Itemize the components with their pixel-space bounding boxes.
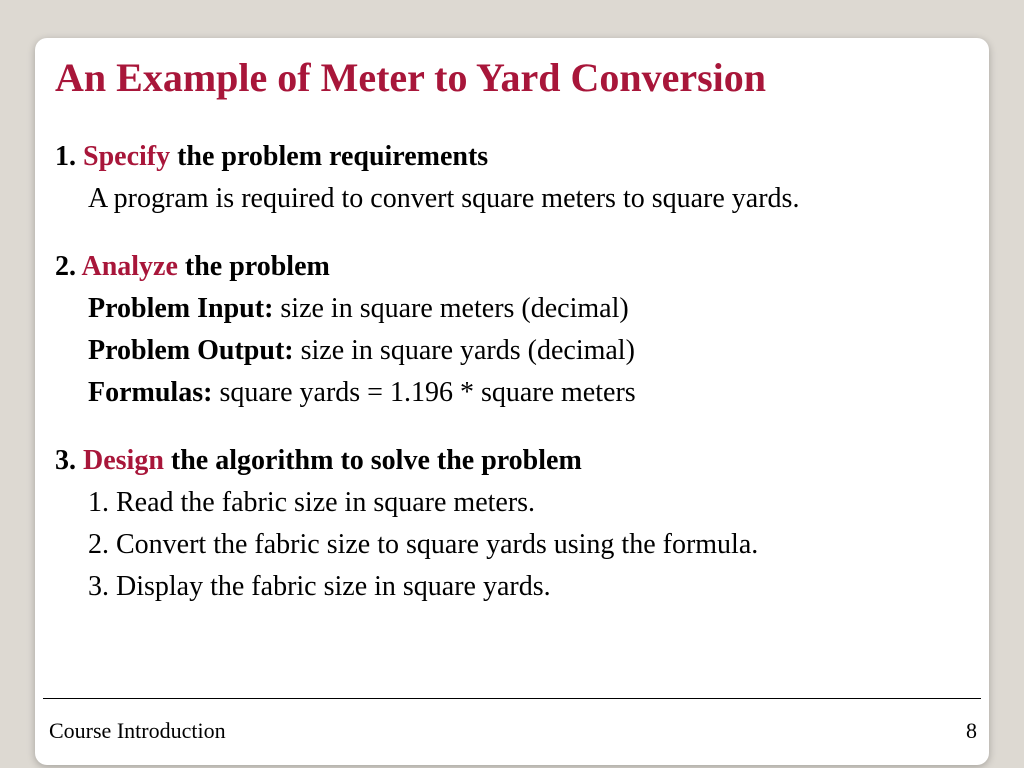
problem-output-line <box>55 330 799 372</box>
formulas-line <box>55 372 799 414</box>
footer-divider <box>43 698 981 699</box>
algorithm-step: 1. Read the fabric size in square meters. <box>88 487 536 518</box>
step1-keyword: Specify <box>83 141 171 172</box>
step2-heading <box>55 246 799 288</box>
slide-title: An Example of Meter to Yard Conversion <box>55 55 767 100</box>
step2-number: 2. <box>55 251 76 282</box>
step1-heading <box>55 136 799 178</box>
step3-number: 3. <box>55 445 76 476</box>
step1-number: 1. <box>55 141 76 172</box>
step3-heading <box>55 440 799 482</box>
problem-output-value: size in square yards (decimal) <box>300 335 635 366</box>
step3-keyword: Design <box>83 445 164 476</box>
step1-rest: the problem requirements <box>177 141 489 172</box>
formulas-value: square yards = 1.196 * square meters <box>219 377 636 408</box>
problem-input-value: size in square meters (decimal) <box>280 293 629 324</box>
formulas-label: Formulas: <box>88 377 213 408</box>
problem-input-line <box>55 288 799 330</box>
slide-number: 8 <box>966 718 977 743</box>
step2-rest: the problem <box>184 251 330 282</box>
algorithm-step: 2. Convert the fabric size to square yards using the formula. <box>88 529 759 560</box>
algorithm-step: 3. Display the fabric size in square yards. <box>88 571 551 602</box>
problem-output-label: Problem Output: <box>88 335 294 366</box>
step2-keyword: Analyze <box>81 251 178 282</box>
problem-input-label: Problem Input: <box>88 293 274 324</box>
slide <box>35 38 989 765</box>
footer-course-name: Course Introduction <box>49 718 226 743</box>
slide-body <box>55 136 799 608</box>
step1-description: A program is required to convert square meters to square yards. <box>88 183 800 214</box>
step3-rest: the algorithm to solve the problem <box>170 445 582 476</box>
